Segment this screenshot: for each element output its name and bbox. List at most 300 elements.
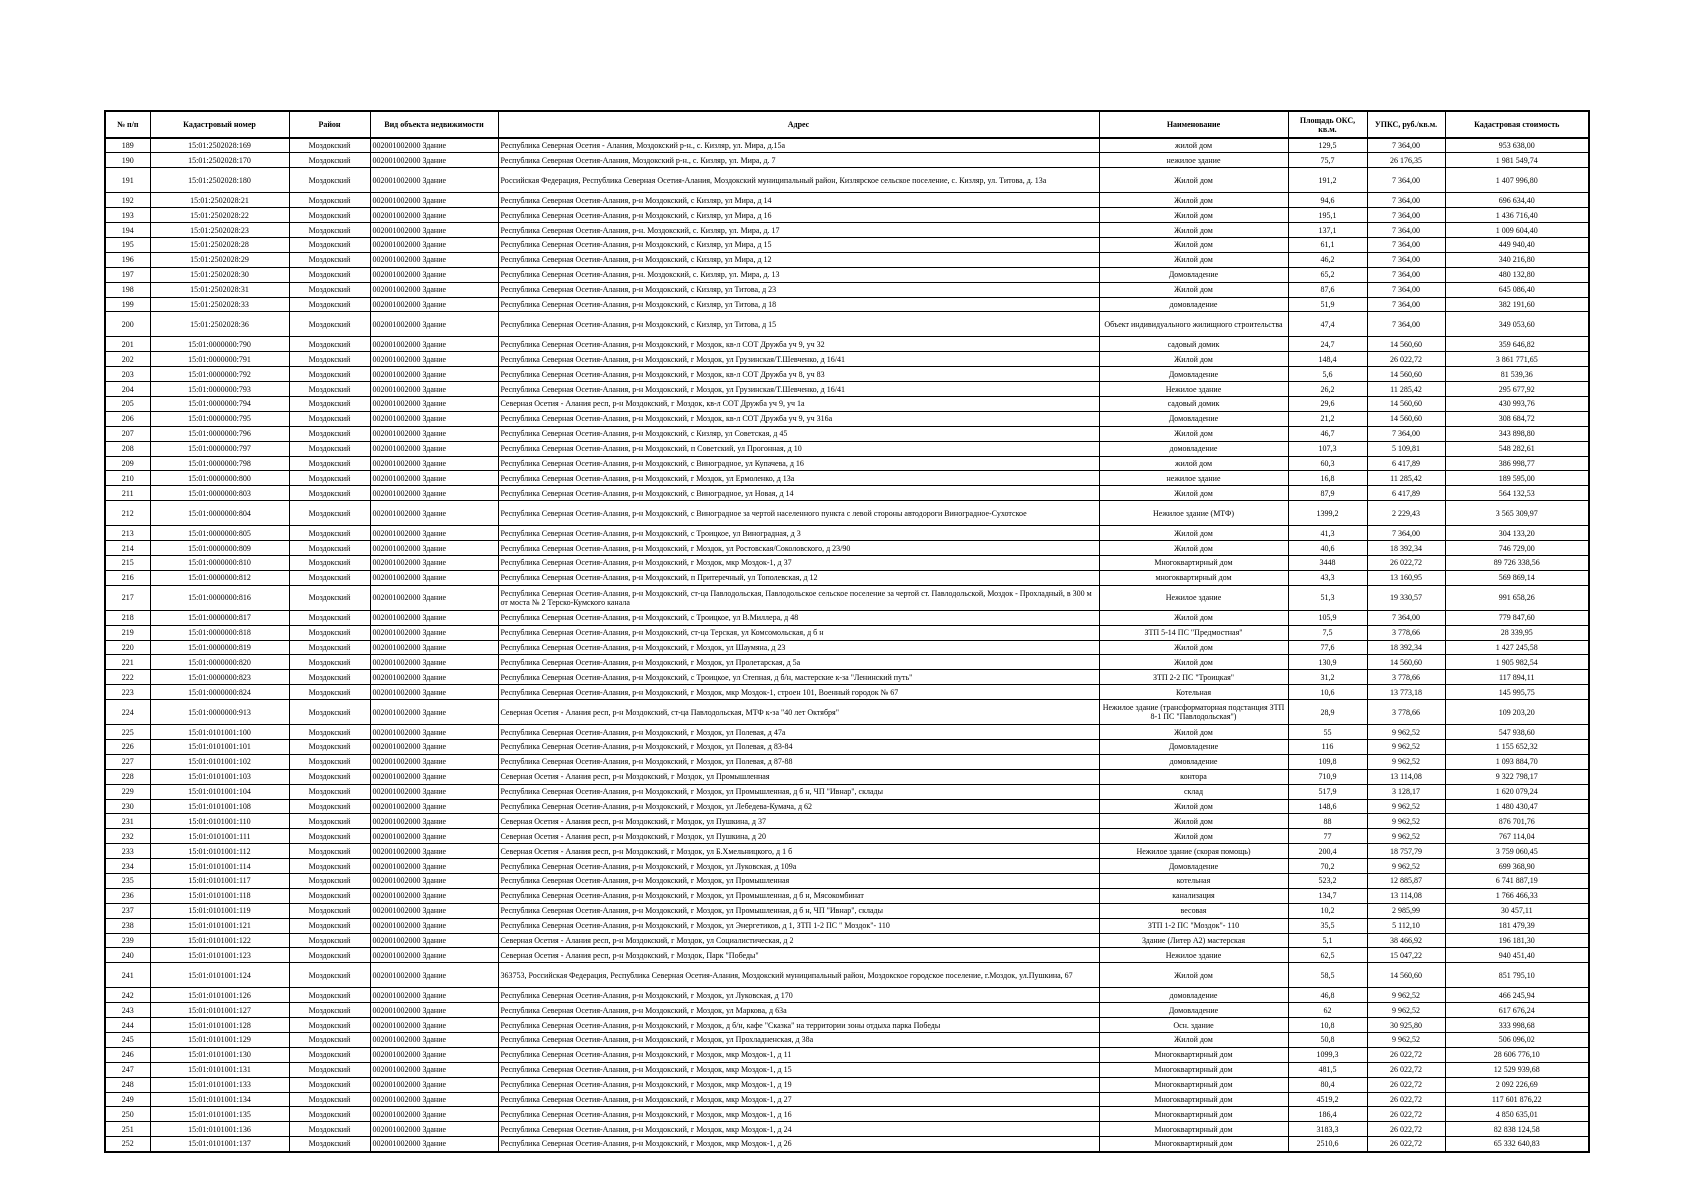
table-row <box>105 312 1589 337</box>
table-cell: 6 417,89 <box>1367 486 1445 501</box>
table-cell: 002001002000 Здание <box>370 585 498 610</box>
table-cell: 1 620 079,24 <box>1445 784 1589 799</box>
table-cell: Нежилое здание <box>1099 948 1288 963</box>
table-cell: 15:01:0101001:101 <box>150 740 289 755</box>
header-cell: Площадь ОКС, кв.м. <box>1288 111 1367 138</box>
table-cell: 15:01:0101001:117 <box>150 874 289 889</box>
table-cell: Республика Северная Осетия-Алания, р-н Моздокский, г Моздок, мкр Моздок-1, д 27 <box>498 1092 1099 1107</box>
table-cell: Республика Северная Осетия-Алания, р-н Моздокский, г Моздок, мкр Моздок-1, д 19 <box>498 1077 1099 1092</box>
table-cell: 3 861 771,65 <box>1445 352 1589 367</box>
table-cell: Домовладение <box>1099 740 1288 755</box>
table-cell: 523,2 <box>1288 874 1367 889</box>
table-cell: 002001002000 Здание <box>370 208 498 223</box>
table-cell: 81 539,36 <box>1445 367 1589 382</box>
table-row <box>105 918 1589 933</box>
table-row <box>105 1137 1589 1152</box>
table-cell: 15:01:0101001:135 <box>150 1107 289 1122</box>
table-cell: Республика Северная Осетия-Алания, р-н Моздокский, г Моздок, кв-л СОТ Дружба уч 9, уч 32 <box>498 337 1099 352</box>
table-cell: 15:01:0000000:790 <box>150 337 289 352</box>
table-cell: 129,5 <box>1288 138 1367 153</box>
table-cell: 240 <box>105 948 150 963</box>
table-cell: 197 <box>105 267 150 282</box>
table-cell: Нежилое здание (трансформаторная подстанция ЗТП 8-1 ПС "Павлодольская") <box>1099 700 1288 725</box>
table-cell: 228 <box>105 769 150 784</box>
table-cell: 196 181,30 <box>1445 933 1589 948</box>
table-cell: домовладение <box>1099 754 1288 769</box>
table-row <box>105 874 1589 889</box>
table-cell: 15:01:0101001:110 <box>150 814 289 829</box>
table-cell: 243 <box>105 1003 150 1018</box>
table-cell: 222 <box>105 670 150 685</box>
table-row <box>105 610 1589 625</box>
table-cell: 15:01:0000000:820 <box>150 655 289 670</box>
table-cell: Моздокский <box>289 471 370 486</box>
table-cell: Республика Северная Осетия-Алания, р-н Моздокский, г Моздок, ул Лебедева-Кумача, д 62 <box>498 799 1099 814</box>
table-row <box>105 138 1589 153</box>
table-cell: Моздокский <box>289 237 370 252</box>
table-cell: 24,7 <box>1288 337 1367 352</box>
table-cell: Моздокский <box>289 352 370 367</box>
table-cell: 109,8 <box>1288 754 1367 769</box>
table-cell: 219 <box>105 625 150 640</box>
table-cell: 244 <box>105 1018 150 1033</box>
table-cell: 15:01:2502028:21 <box>150 193 289 208</box>
table-cell: 1 155 652,32 <box>1445 740 1589 755</box>
table-row <box>105 223 1589 238</box>
table-cell: Республика Северная Осетия-Алания, р-н Моздокский, с Виноградное за чертой населенного пункта с левой стороны автодороги Виноградное-Сухотское <box>498 501 1099 526</box>
table-cell: контора <box>1099 769 1288 784</box>
header-cell: Наименование <box>1099 111 1288 138</box>
table-cell: Республика Северная Осетия-Алания, р-н Моздокский, г Моздок, кв-л СОТ Дружба уч 8, уч 83 <box>498 367 1099 382</box>
table-cell: 1399,2 <box>1288 501 1367 526</box>
table-cell: 43,3 <box>1288 570 1367 585</box>
cadastral-table <box>104 110 1590 1153</box>
table-cell: Республика Северная Осетия-Алания, р-н Моздокский, г Моздок, ул Ермоленко, д 13а <box>498 471 1099 486</box>
table-cell: Жилой дом <box>1099 208 1288 223</box>
table-cell: 225 <box>105 725 150 740</box>
table-row <box>105 1077 1589 1092</box>
table-cell: Жилой дом <box>1099 486 1288 501</box>
table-row <box>105 471 1589 486</box>
table-cell: 851 795,10 <box>1445 963 1589 988</box>
table-row <box>105 1062 1589 1077</box>
table-cell: 876 701,76 <box>1445 814 1589 829</box>
table-cell: 002001002000 Здание <box>370 252 498 267</box>
table-cell: 002001002000 Здание <box>370 1077 498 1092</box>
table-row <box>105 933 1589 948</box>
table-row <box>105 1107 1589 1122</box>
table-row <box>105 903 1589 918</box>
table-cell: 002001002000 Здание <box>370 312 498 337</box>
table-cell: Моздокский <box>289 1107 370 1122</box>
table-cell: 333 998,68 <box>1445 1018 1589 1033</box>
table-cell: Моздокский <box>289 456 370 471</box>
table-cell: 15:01:0101001:122 <box>150 933 289 948</box>
table-row <box>105 456 1589 471</box>
header-cell: Район <box>289 111 370 138</box>
table-cell: 15:01:2502028:30 <box>150 267 289 282</box>
table-cell: Моздокский <box>289 153 370 168</box>
table-cell: Республика Северная Осетия-Алания, р-н Моздокский, г Моздок, ул Шаумяна, д 23 <box>498 640 1099 655</box>
table-cell: 15:01:0101001:108 <box>150 799 289 814</box>
table-cell: Моздокский <box>289 501 370 526</box>
table-cell: 2 985,99 <box>1367 903 1445 918</box>
table-cell: Республика Северная Осетия-Алания, р-н Моздокский, г Моздок, кв-л СОТ Дружба уч 9, уч 316а <box>498 411 1099 426</box>
table-cell: Моздокский <box>289 933 370 948</box>
table-row <box>105 367 1589 382</box>
table-cell: Жилой дом <box>1099 725 1288 740</box>
table-cell: Моздокский <box>289 526 370 541</box>
table-cell: 002001002000 Здание <box>370 193 498 208</box>
table-cell: 198 <box>105 282 150 297</box>
table-cell: Республика Северная Осетия-Алания, р-н Моздокский, с Кизляр, ул Мира, д 14 <box>498 193 1099 208</box>
table-cell: 181 479,39 <box>1445 918 1589 933</box>
table-cell: 15:01:2502028:169 <box>150 138 289 153</box>
table-cell: 002001002000 Здание <box>370 610 498 625</box>
table-cell: 002001002000 Здание <box>370 1018 498 1033</box>
table-cell: 15:01:0101001:127 <box>150 1003 289 1018</box>
table-cell: 15 047,22 <box>1367 948 1445 963</box>
table-cell: Северная Осетия - Алания респ, р-н Моздокский, г Моздок, ул Пушкина, д 20 <box>498 829 1099 844</box>
header-cell: Кадастровая стоимость <box>1445 111 1589 138</box>
table-cell: Республика Северная Осетия-Алания, р-н Моздокский, г Моздок, мкр Моздок-1, д 24 <box>498 1122 1099 1137</box>
table-cell: 230 <box>105 799 150 814</box>
table-cell: Многоквартирный дом <box>1099 555 1288 570</box>
table-cell: 202 <box>105 352 150 367</box>
table-cell: 13 160,95 <box>1367 570 1445 585</box>
table-cell: 14 560,60 <box>1367 337 1445 352</box>
table-cell: 002001002000 Здание <box>370 471 498 486</box>
table-cell: 75,7 <box>1288 153 1367 168</box>
table-cell: 26 176,35 <box>1367 153 1445 168</box>
table-cell: Республика Северная Осетия-Алания, р-н Моздокский, г Моздок, ул Ростовская/Соколовского, д 23/90 <box>498 541 1099 556</box>
table-cell: 16,8 <box>1288 471 1367 486</box>
table-cell: 200 <box>105 312 150 337</box>
table-cell: Республика Северная Осетия-Алания, р-н Моздокский, с Кизляр, ул Титова, д 15 <box>498 312 1099 337</box>
table-cell: Моздокский <box>289 486 370 501</box>
table-cell: 304 133,20 <box>1445 526 1589 541</box>
table-cell: 40,6 <box>1288 541 1367 556</box>
table-cell: 14 560,60 <box>1367 963 1445 988</box>
table-cell: Республика Северная Осетия-Алания, р-н Моздокский, г Моздок, ул Промышленная, д б н, Мясокомбинат <box>498 888 1099 903</box>
table-cell: 002001002000 Здание <box>370 1107 498 1122</box>
table-cell: 211 <box>105 486 150 501</box>
table-cell: 249 <box>105 1092 150 1107</box>
table-cell: Республика Северная Осетия-Алания, р-н Моздокский, с Виноградное, ул Купачева, д 16 <box>498 456 1099 471</box>
table-cell: Республика Северная Осетия-Алания, р-н Моздокский, г Моздок, ул Луковская, д 109а <box>498 859 1099 874</box>
table-cell: 002001002000 Здание <box>370 670 498 685</box>
table-cell: 15:01:0000000:792 <box>150 367 289 382</box>
table-cell: 1 093 884,70 <box>1445 754 1589 769</box>
table-header <box>105 111 1589 138</box>
table-cell: 195 <box>105 237 150 252</box>
table-cell: Моздокский <box>289 267 370 282</box>
table-cell: 201 <box>105 337 150 352</box>
table-cell: 645 086,40 <box>1445 282 1589 297</box>
table-cell: 217 <box>105 585 150 610</box>
table-cell: 206 <box>105 411 150 426</box>
table-cell: 1 009 604,40 <box>1445 223 1589 238</box>
table-cell: 953 638,00 <box>1445 138 1589 153</box>
table-cell: Многоквартирный дом <box>1099 1047 1288 1062</box>
table-cell: 15:01:0000000:798 <box>150 456 289 471</box>
table-cell: 226 <box>105 740 150 755</box>
table-cell: 15:01:0000000:791 <box>150 352 289 367</box>
table-cell: 15:01:0101001:102 <box>150 754 289 769</box>
table-cell: 65 332 640,83 <box>1445 1137 1589 1152</box>
table-cell: Моздокский <box>289 685 370 700</box>
table-cell: 308 684,72 <box>1445 411 1589 426</box>
table-cell: 746 729,00 <box>1445 541 1589 556</box>
table-cell: Моздокский <box>289 784 370 799</box>
table-cell: 340 216,80 <box>1445 252 1589 267</box>
table-cell: 4 850 635,01 <box>1445 1107 1589 1122</box>
header-cell: № п/п <box>105 111 150 138</box>
table-cell: 002001002000 Здание <box>370 267 498 282</box>
table-cell: 15:01:0101001:136 <box>150 1122 289 1137</box>
table-cell: 15:01:0000000:816 <box>150 585 289 610</box>
table-cell: Российская Федерация, Республика Северная Осетия-Алания, Моздокский муниципальный район, Кизлярское сельское поселение, с. Кизляр, ул. Титова, д. 13а <box>498 168 1099 193</box>
table-cell: 26 022,72 <box>1367 1092 1445 1107</box>
table-cell: 15:01:0000000:804 <box>150 501 289 526</box>
table-cell: 6 417,89 <box>1367 456 1445 471</box>
table-cell: 82 838 124,58 <box>1445 1122 1589 1137</box>
table-cell: 15:01:0101001:123 <box>150 948 289 963</box>
table-cell: Многоквартирный дом <box>1099 1137 1288 1152</box>
table-cell: 002001002000 Здание <box>370 948 498 963</box>
table-cell: 77,6 <box>1288 640 1367 655</box>
table-row <box>105 297 1589 312</box>
table-cell: 002001002000 Здание <box>370 685 498 700</box>
table-cell: Республика Северная Осетия-Алания, р-н Моздокский, с Кизляр, ул Советская, д 45 <box>498 426 1099 441</box>
table-cell: 002001002000 Здание <box>370 740 498 755</box>
table-cell: 94,6 <box>1288 193 1367 208</box>
table-cell: Моздокский <box>289 700 370 725</box>
table-cell: Жилой дом <box>1099 168 1288 193</box>
table-cell: 26 022,72 <box>1367 1077 1445 1092</box>
table-cell: 480 132,80 <box>1445 267 1589 282</box>
table-cell: Моздокский <box>289 769 370 784</box>
table-row <box>105 382 1589 397</box>
table-row <box>105 337 1589 352</box>
table-cell: ЗТП 1-2 ПС "Моздок"- 110 <box>1099 918 1288 933</box>
table-cell: 1 766 466,33 <box>1445 888 1589 903</box>
table-cell: 569 869,14 <box>1445 570 1589 585</box>
table-cell: Жилой дом <box>1099 282 1288 297</box>
table-cell: Северная Осетия - Алания респ, р-н Моздокский, г Моздок, ул Социалистическая, д 2 <box>498 933 1099 948</box>
table-cell: Моздокский <box>289 625 370 640</box>
table-cell: Республика Северная Осетия-Алания, р-н Моздокский, с Троицкое, ул Степная, д б/н, мастерские к-за "Ленинский путь" <box>498 670 1099 685</box>
table-cell: Многоквартирный дом <box>1099 1062 1288 1077</box>
table-cell: 15:01:2502028:22 <box>150 208 289 223</box>
table-cell: 18 392,34 <box>1367 640 1445 655</box>
table-row <box>105 352 1589 367</box>
table-cell: 35,5 <box>1288 918 1367 933</box>
table-cell: 46,7 <box>1288 426 1367 441</box>
table-cell: 9 322 798,17 <box>1445 769 1589 784</box>
table-row <box>105 267 1589 282</box>
table-cell: Республика Северная Осетия-Алания, р-н Моздокский, г Моздок, ул Полевая, д 87-88 <box>498 754 1099 769</box>
table-row <box>105 948 1589 963</box>
table-cell: Моздокский <box>289 252 370 267</box>
table-row <box>105 396 1589 411</box>
table-cell: 7 364,00 <box>1367 297 1445 312</box>
table-cell: Республика Северная Осетия-Алания, р-н Моздокский, г Моздок, мкр Моздок-1, д 16 <box>498 1107 1099 1122</box>
table-cell: 12 529 939,68 <box>1445 1062 1589 1077</box>
table-cell: 190 <box>105 153 150 168</box>
table-cell: 9 962,52 <box>1367 859 1445 874</box>
table-cell: 80,4 <box>1288 1077 1367 1092</box>
table-cell: Моздокский <box>289 1003 370 1018</box>
table-cell: Жилой дом <box>1099 193 1288 208</box>
table-cell: Моздокский <box>289 337 370 352</box>
table-cell: 1 480 430,47 <box>1445 799 1589 814</box>
table-cell: 002001002000 Здание <box>370 814 498 829</box>
table-cell: 239 <box>105 933 150 948</box>
table-cell: 11 285,42 <box>1367 382 1445 397</box>
table-cell: Моздокский <box>289 223 370 238</box>
table-cell: 7 364,00 <box>1367 252 1445 267</box>
table-cell: 31,2 <box>1288 670 1367 685</box>
table-cell: Республика Северная Осетия-Алания, р-н Моздокский, г Моздок, мкр Моздок-1, д 15 <box>498 1062 1099 1077</box>
table-cell: 15:01:0101001:100 <box>150 725 289 740</box>
table-cell: Моздокский <box>289 193 370 208</box>
table-cell: Республика Северная Осетия-Алания, р-н Моздокский, г Моздок, мкр Моздок-1, д 11 <box>498 1047 1099 1062</box>
table-cell: Жилой дом <box>1099 252 1288 267</box>
table-cell: 15:01:0000000:795 <box>150 411 289 426</box>
table-cell: Моздокский <box>289 168 370 193</box>
table-cell: ЗТП 5-14 ПС "Предмостная" <box>1099 625 1288 640</box>
table-cell: Республика Северная Осетия-Алания, р-н Моздокский, ст-ца Павлодольская, Павлодольское сельское поселение за чертой ст. Павлодольской, Моздок - Прохладный, в 300 м от моста № 2 Терско-Кумского канала <box>498 585 1099 610</box>
table-cell: 481,5 <box>1288 1062 1367 1077</box>
table-cell: Моздокский <box>289 903 370 918</box>
table-cell: 767 114,04 <box>1445 829 1589 844</box>
table-cell: 15:01:0101001:131 <box>150 1062 289 1077</box>
table-cell: 193 <box>105 208 150 223</box>
table-cell: 15:01:0000000:812 <box>150 570 289 585</box>
table-cell: Моздокский <box>289 888 370 903</box>
table-cell: 194 <box>105 223 150 238</box>
table-cell: 15:01:2502028:23 <box>150 223 289 238</box>
table-cell: 3 565 309,97 <box>1445 501 1589 526</box>
table-cell: 30 457,11 <box>1445 903 1589 918</box>
table-cell: Моздокский <box>289 1033 370 1048</box>
table-cell: Моздокский <box>289 948 370 963</box>
table-cell: 15:01:0101001:103 <box>150 769 289 784</box>
table-cell: 88 <box>1288 814 1367 829</box>
table-cell: Моздокский <box>289 799 370 814</box>
table-cell: 002001002000 Здание <box>370 297 498 312</box>
table-row <box>105 655 1589 670</box>
table-cell: 26 022,72 <box>1367 1107 1445 1122</box>
table-cell: 002001002000 Здание <box>370 859 498 874</box>
table-cell: Жилой дом <box>1099 829 1288 844</box>
table-cell: Моздокский <box>289 297 370 312</box>
table-cell: Республика Северная Осетия-Алания, р-н Моздокский, с Кизляр, ул Мира, д 15 <box>498 237 1099 252</box>
table-cell: 002001002000 Здание <box>370 933 498 948</box>
table-cell: Моздокский <box>289 1092 370 1107</box>
table-cell: 28 606 776,10 <box>1445 1047 1589 1062</box>
table-cell: 506 096,02 <box>1445 1033 1589 1048</box>
table-cell: 7 364,00 <box>1367 208 1445 223</box>
table-cell: 13 114,08 <box>1367 888 1445 903</box>
table-cell: жилой дом <box>1099 456 1288 471</box>
table-cell: Жилой дом <box>1099 963 1288 988</box>
table-cell: садовый домик <box>1099 337 1288 352</box>
table-cell: Осн. здание <box>1099 1018 1288 1033</box>
table-cell: 14 560,60 <box>1367 655 1445 670</box>
table-cell: Республика Северная Осетия-Алания, р-н Моздокский, п Притеречный, ул Тополевская, д 12 <box>498 570 1099 585</box>
table-row <box>105 411 1589 426</box>
table-cell: Моздокский <box>289 655 370 670</box>
table-cell: 236 <box>105 888 150 903</box>
table-cell: 26 022,72 <box>1367 1122 1445 1137</box>
table-cell: 002001002000 Здание <box>370 367 498 382</box>
table-cell: 15:01:0101001:112 <box>150 844 289 859</box>
table-cell: Моздокский <box>289 1077 370 1092</box>
table-cell: 15:01:0101001:130 <box>150 1047 289 1062</box>
table-cell: 252 <box>105 1137 150 1152</box>
table-cell: 191,2 <box>1288 168 1367 193</box>
table-cell: 233 <box>105 844 150 859</box>
table-cell: Моздокский <box>289 282 370 297</box>
table-cell: 3 778,66 <box>1367 700 1445 725</box>
table-cell: Республика Северная Осетия-Алания, р-н. Моздокский, с. Кизляр, ул. Мира, д. 13 <box>498 267 1099 282</box>
table-cell: канализация <box>1099 888 1288 903</box>
table-cell: 14 560,60 <box>1367 396 1445 411</box>
table-cell: Республика Северная Осетия-Алания, р-н Моздокский, г Моздок, ул Пролетарская, д 5а <box>498 655 1099 670</box>
table-cell: 105,9 <box>1288 610 1367 625</box>
table-cell: 9 962,52 <box>1367 988 1445 1003</box>
table-cell: 15:01:2502028:180 <box>150 168 289 193</box>
table-row <box>105 168 1589 193</box>
table-cell: 002001002000 Здание <box>370 1003 498 1018</box>
table-cell: 212 <box>105 501 150 526</box>
table-cell: 229 <box>105 784 150 799</box>
table-cell: Республика Северная Осетия-Алания, р-н Моздокский, с Виноградное, ул Новая, д 14 <box>498 486 1099 501</box>
table-cell: 117 894,11 <box>1445 670 1589 685</box>
table-cell: 2 092 226,69 <box>1445 1077 1589 1092</box>
table-cell: 5,1 <box>1288 933 1367 948</box>
table-cell: 7 364,00 <box>1367 610 1445 625</box>
table-cell: Моздокский <box>289 1137 370 1152</box>
table-cell: 148,6 <box>1288 799 1367 814</box>
table-cell: 7 364,00 <box>1367 237 1445 252</box>
table-row <box>105 237 1589 252</box>
table-cell: Моздокский <box>289 208 370 223</box>
table-cell: Моздокский <box>289 988 370 1003</box>
table-cell: 15:01:2502028:28 <box>150 237 289 252</box>
table-cell: 002001002000 Здание <box>370 1033 498 1048</box>
table-cell: 58,5 <box>1288 963 1367 988</box>
table-row <box>105 725 1589 740</box>
table-cell: 215 <box>105 555 150 570</box>
table-cell: Жилой дом <box>1099 541 1288 556</box>
table-cell: Моздокский <box>289 396 370 411</box>
table-cell: многоквартирный дом <box>1099 570 1288 585</box>
table-cell: домовладение <box>1099 297 1288 312</box>
table-cell: 349 053,60 <box>1445 312 1589 337</box>
table-cell: 237 <box>105 903 150 918</box>
table-cell: 517,9 <box>1288 784 1367 799</box>
table-cell: 9 962,52 <box>1367 814 1445 829</box>
table-cell: Моздокский <box>289 441 370 456</box>
table-cell: 363753, Российская Федерация, Республика Северная Осетия-Алания, Моздокский муниципальный район, Моздокское городское поселение, г.Моздок, ул.Пушкина, 67 <box>498 963 1099 988</box>
table-cell: 002001002000 Здание <box>370 888 498 903</box>
table-cell: 699 368,90 <box>1445 859 1589 874</box>
table-row <box>105 555 1589 570</box>
table-cell: Моздокский <box>289 670 370 685</box>
